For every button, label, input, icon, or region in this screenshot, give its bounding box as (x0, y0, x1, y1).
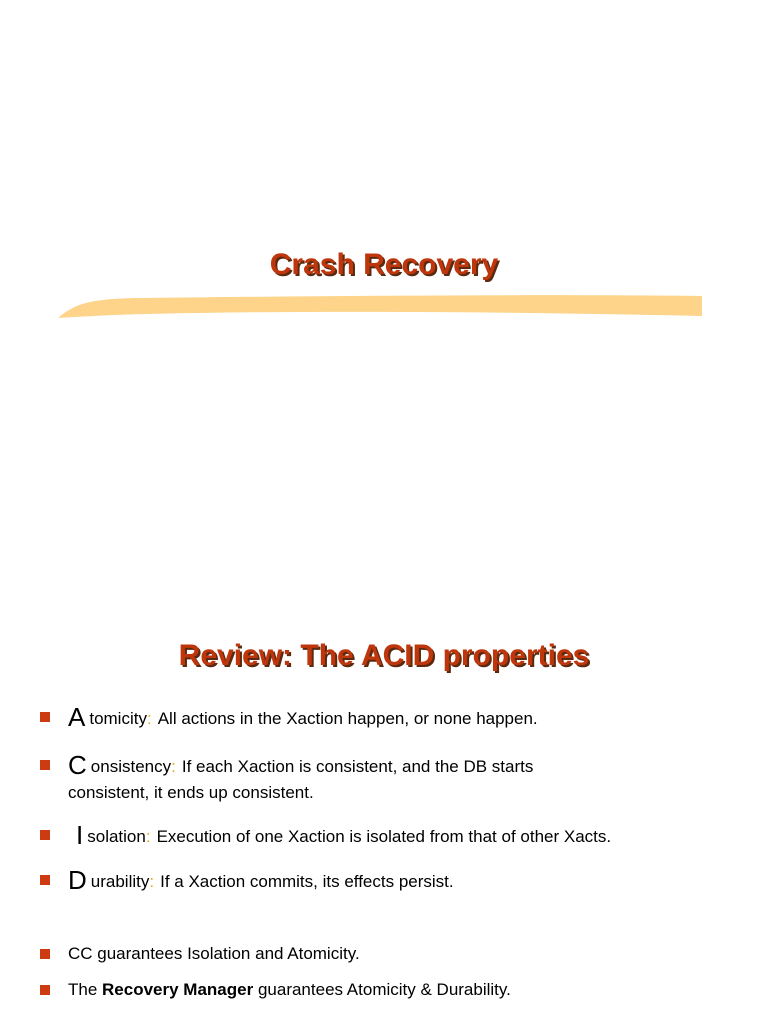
acid-description: All actions in the Xaction happen, or none happen. (157, 709, 538, 728)
bullet-square-icon (40, 949, 50, 959)
acid-item-text (68, 867, 454, 895)
note-text: CC guarantees Isolation and Atomicity. (68, 944, 360, 963)
acid-description-continued: consistent, it ends up consistent. (68, 783, 314, 802)
note-prefix: The (68, 980, 98, 999)
bullet-square-icon (40, 985, 50, 995)
note-suffix: guarantees Atomicity & Durability. (257, 980, 511, 999)
acid-letter: D (68, 865, 87, 895)
acid-term: tomicity (89, 709, 147, 728)
bullet-square-icon (40, 712, 50, 722)
acid-letter: C (68, 750, 87, 780)
acid-item-text (68, 704, 538, 732)
acid-description: Execution of one Xaction is isolated from that of other Xacts. (156, 827, 612, 846)
slide-title-acid-review: Review: The ACID properties (178, 639, 590, 672)
acid-description: If a Xaction commits, its effects persist. (160, 872, 454, 891)
acid-colon: : (149, 872, 155, 891)
slide-title-crash-recovery: Crash Recovery (269, 248, 499, 281)
acid-item-text (68, 752, 533, 806)
acid-term: solation (87, 827, 146, 846)
note-text (68, 977, 511, 1003)
bullet-square-icon (40, 760, 50, 770)
acid-colon: : (145, 827, 151, 846)
bullet-square-icon (40, 830, 50, 840)
title-underline-swoosh (56, 292, 702, 322)
acid-description: If each Xaction is consistent, and the DB starts (181, 757, 534, 776)
bullet-square-icon (40, 875, 50, 885)
acid-letter: I (76, 820, 84, 850)
note-bold-term: Recovery Manager (102, 980, 254, 999)
acid-letter: A (68, 702, 86, 732)
acid-term: urability (90, 872, 150, 891)
acid-colon: : (171, 757, 176, 776)
acid-colon: : (146, 709, 152, 728)
acid-item-text (68, 822, 611, 850)
acid-term: onsistency (90, 757, 172, 776)
